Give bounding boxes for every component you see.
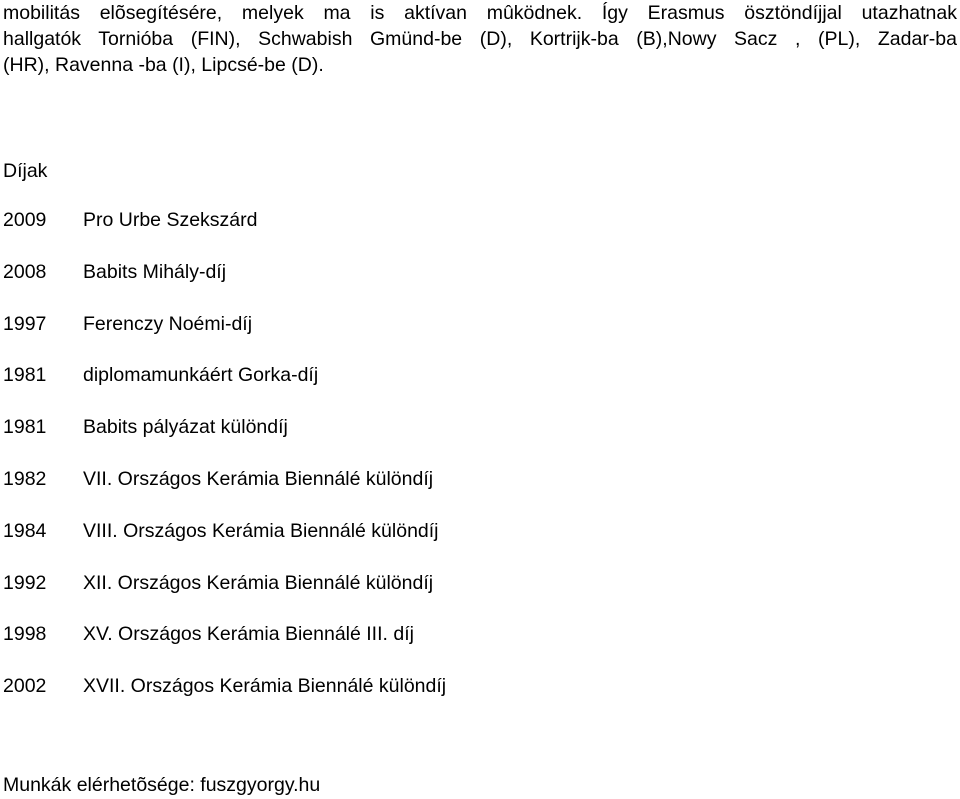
award-year: 2008 xyxy=(3,260,47,283)
award-name: Ferenczy Noémi-díj xyxy=(83,312,253,335)
intro-line: (HR), Ravenna -ba (I), Lipcsé-be (D). xyxy=(3,54,324,76)
award-item xyxy=(3,519,446,571)
intro-line: mobilitás elõsegítésére, melyek ma is aktívan mûködnek. Így Erasmus ösztöndíjjal utazhatnak xyxy=(3,2,957,24)
award-year: 1982 xyxy=(3,467,47,490)
award-year: 2002 xyxy=(3,675,47,698)
award-year: 1981 xyxy=(3,416,47,439)
award-item xyxy=(3,467,446,519)
award-item xyxy=(3,312,446,364)
awards-heading: Díjak xyxy=(3,160,48,182)
award-item xyxy=(3,208,446,260)
award-name: Babits pályázat különdíj xyxy=(83,416,288,439)
award-item xyxy=(3,260,446,312)
award-name: XVII. Országos Kerámia Biennálé különdíj xyxy=(83,675,447,698)
award-name: Babits Mihály-díj xyxy=(83,260,227,283)
award-name: XII. Országos Kerámia Biennálé különdíj xyxy=(83,571,434,594)
award-year: 1992 xyxy=(3,571,47,594)
award-name: diplomamunkáért Gorka-díj xyxy=(83,364,319,387)
award-name: XV. Országos Kerámia Biennálé III. díj xyxy=(83,623,414,646)
award-name: Pro Urbe Szekszárd xyxy=(83,209,258,231)
award-name: VII. Országos Kerámia Biennálé különdíj xyxy=(83,467,434,490)
award-item xyxy=(3,571,446,623)
award-item xyxy=(3,674,446,726)
intro-line: hallgatók Tornióba (FIN), Schwabish Gmünd-be (D), Kortrijk-ba (B),Nowy Sacz , (PL), Zadar-ba xyxy=(3,28,957,50)
award-item xyxy=(3,415,446,467)
award-year: 1984 xyxy=(3,519,47,542)
award-item xyxy=(3,363,446,415)
award-year: 2009 xyxy=(3,209,47,231)
award-year: 1997 xyxy=(3,312,47,335)
awards-list xyxy=(3,208,446,726)
works-availability-note: Munkák elérhetõsége: fuszgyorgy.hu xyxy=(3,774,321,796)
award-year: 1981 xyxy=(3,364,47,387)
award-name: VIII. Országos Kerámia Biennálé különdíj xyxy=(83,519,439,542)
intro-paragraph xyxy=(3,0,957,78)
award-year: 1998 xyxy=(3,623,47,646)
award-item xyxy=(3,622,446,674)
